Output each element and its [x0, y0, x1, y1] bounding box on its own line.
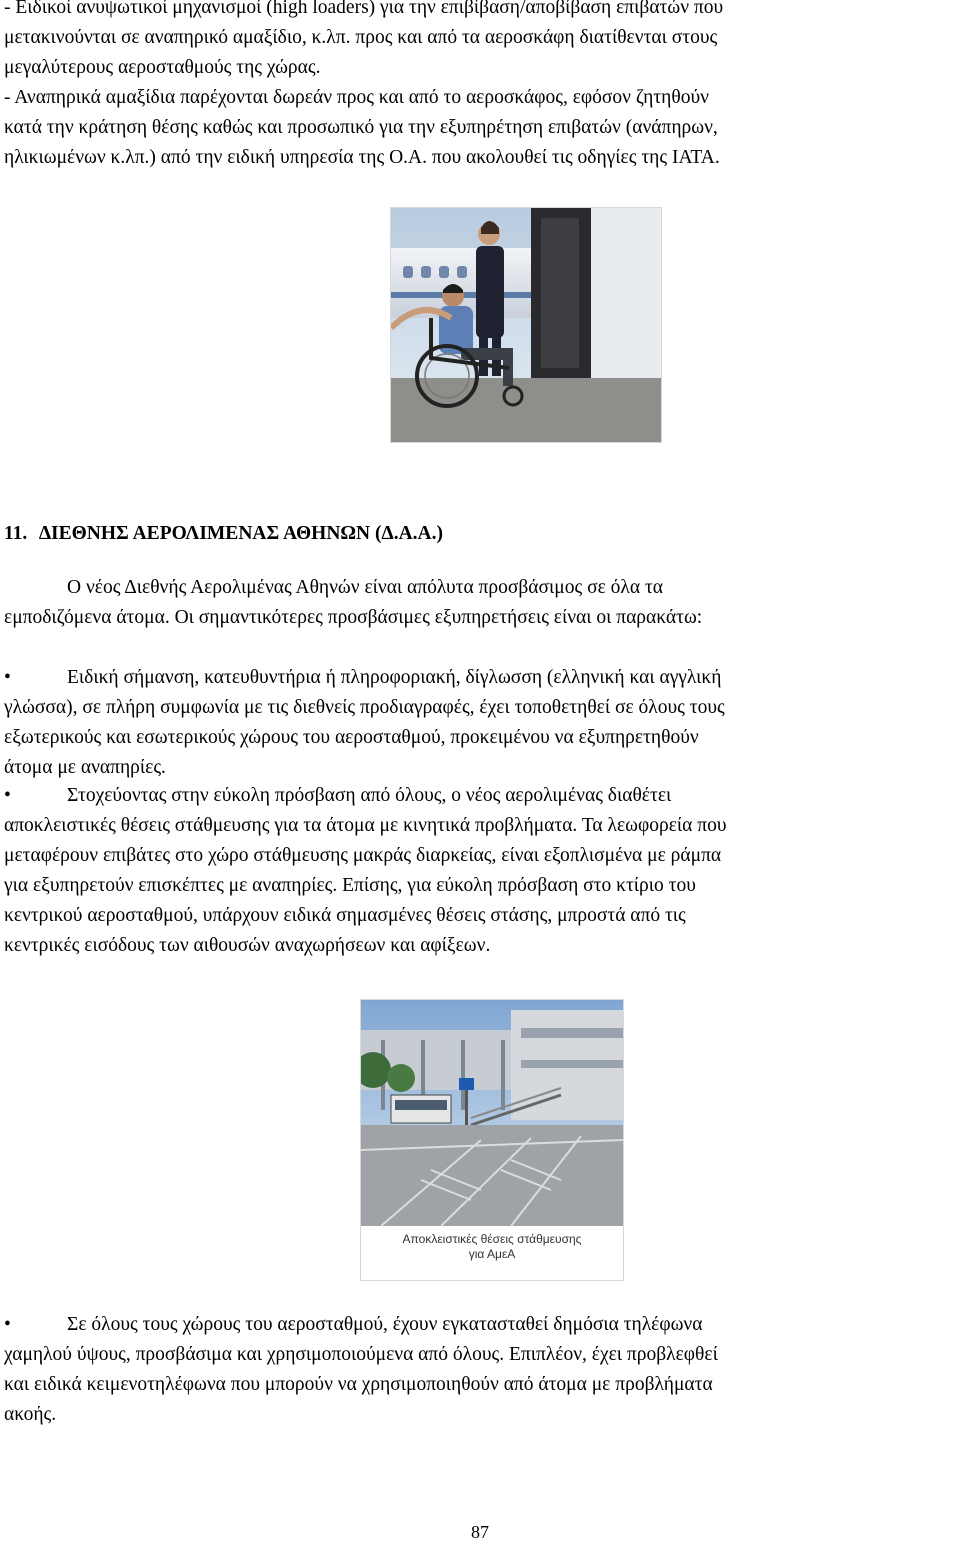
text-line: κατά την κράτηση θέσης καθώς και προσωπικό για την εξυπηρέτηση επιβατών (ανάπηρων, — [4, 117, 718, 138]
text-line: μετακινούνται σε αναπηρικό αμαξίδιο, κ.λπ. προς και από τα αεροσκάφη διατίθενται στους — [4, 27, 718, 48]
bullet-first-line — [4, 663, 954, 693]
bullet-first-line — [4, 781, 954, 811]
section-heading — [4, 519, 443, 549]
bullet-icon: • — [4, 785, 11, 806]
accessible-parking-photo — [360, 999, 624, 1281]
text-line: Σε όλους τους χώρους του αεροσταθμού, έχουν εγκατασταθεί δημόσια τηλέφωνα — [67, 1314, 703, 1335]
bullet-item-parking — [4, 781, 954, 961]
bullet-item-telephones — [4, 1310, 954, 1430]
wheelchair-boarding-illustration — [391, 208, 661, 442]
text-line: για εξυπηρετούν επισκέπτες με αναπηρίες. Επίσης, για εύκολη πρόσβαση στο κτίριο του — [4, 875, 696, 896]
bullet-icon: • — [4, 1314, 11, 1335]
text-line: - Ειδικοί ανυψωτικοί μηχανισμοί (high loaders) για την επιβίβαση/αποβίβαση επιβατών που — [4, 0, 724, 18]
text-line: άτομα με αναπηρίες. — [4, 757, 166, 778]
parking-illustration — [361, 1000, 623, 1226]
section-intro-paragraph — [4, 573, 954, 633]
text-line: αποκλειστικές θέσεις στάθμευσης για τα άτομα με κινητικά προβλήματα. Τα λεωφορεία που — [4, 815, 727, 836]
bullet-item-signage — [4, 663, 954, 783]
wheelchair-boarding-photo — [390, 207, 662, 443]
text-line: και ειδικά κειμενοτηλέφωνα που μπορούν να χρησιμοποιηθούν από άτομα με προβλήματα — [4, 1374, 713, 1395]
text-line: ακοής. — [4, 1404, 57, 1425]
text-line: κεντρικές εισόδους των αιθουσών αναχωρήσεων και αφίξεων. — [4, 935, 491, 956]
text-line: - Αναπηρικά αμαξίδια παρέχονται δωρεάν προς και από το αεροσκάφος, εφόσον ζητηθούν — [4, 87, 709, 108]
photo-caption-band — [361, 1226, 623, 1280]
text-line: Ειδική σήμανση, κατευθυντήρια ή πληροφοριακή, δίγλωσση (ελληνική και αγγλική — [67, 667, 722, 688]
page-number: 87 — [471, 1522, 489, 1542]
text-line: μεταφέρουν επιβάτες στο χώρο στάθμευσης μακράς διαρκείας, είναι εξοπλισμένα με ράμπα — [4, 845, 722, 866]
text-line: εξωτερικούς και εσωτερικούς χώρους του αεροσταθμού, προκειμένου να εξυπηρετηθούν — [4, 727, 699, 748]
intro-paragraphs — [4, 0, 954, 173]
section-number: 11. — [4, 523, 28, 544]
text-line: χαμηλού ύψους, προσβάσιμα και χρησιμοποιούμενα από όλους. Επιπλέον, έχει προβλεφθεί — [4, 1344, 718, 1365]
text-line: μεγαλύτερους αεροσταθμούς της χώρας. — [4, 57, 321, 78]
text-line: Ο νέος Διεθνής Αερολιμένας Αθηνών είναι απόλυτα προσβάσιμος σε όλα τα — [67, 577, 664, 598]
caption-line: για ΑμεΑ — [468, 1247, 516, 1261]
text-line: Στοχεύοντας στην εύκολη πρόσβαση από όλους, ο νέος αερολιμένας διαθέτει — [67, 785, 672, 806]
bullet-icon: • — [4, 667, 11, 688]
text-line: ηλικιωμένων κ.λπ.) από την ειδική υπηρεσία της Ο.Α. που ακολουθεί τις οδηγίες της ΙΑΤΑ. — [4, 147, 720, 168]
photo-caption — [367, 1232, 617, 1262]
bullet-first-line — [4, 1310, 954, 1340]
section-title: ΔΙΕΘΝΗΣ ΑΕΡΟΛΙΜΕΝΑΣ ΑΘΗΝΩΝ (Δ.Α.Α.) — [38, 523, 443, 544]
text-line: κεντρικού αεροσταθμού, υπάρχουν ειδικά σημασμένες θέσεις στάσης, μπροστά από τις — [4, 905, 686, 926]
text-line: γλώσσα), σε πλήρη συμφωνία με τις διεθνείς προδιαγραφές, έχει τοποθετηθεί σε όλους τους — [4, 697, 725, 718]
text-line: εμποδιζόμενα άτομα. Οι σημαντικότερες προσβάσιμες εξυπηρετήσεις είναι οι παρακάτω: — [4, 607, 703, 628]
caption-line: Αποκλειστικές θέσεις στάθμευσης — [402, 1232, 582, 1246]
